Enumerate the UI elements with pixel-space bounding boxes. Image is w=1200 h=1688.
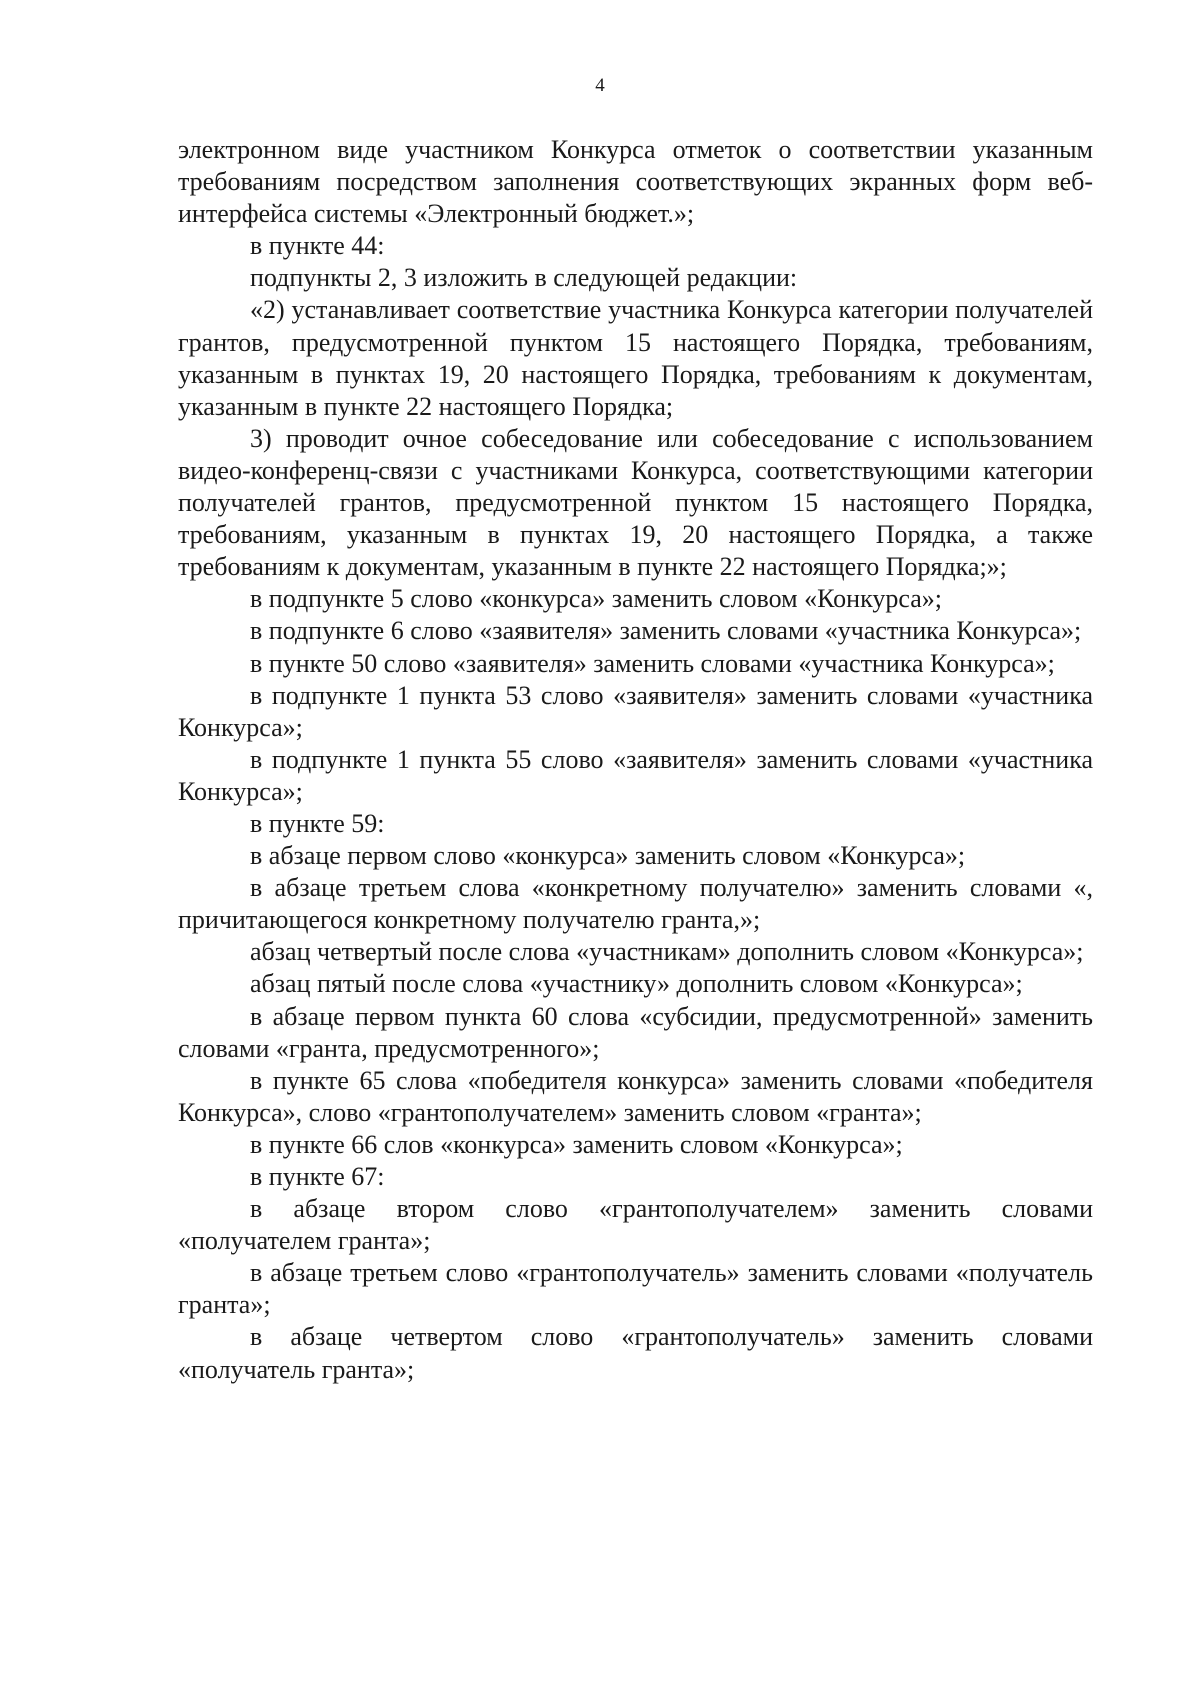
paragraph: подпункты 2, 3 изложить в следующей редакции:	[250, 263, 798, 293]
paragraph: в подпункте 5 слово «конкурса» заменить словом «Конкурса»;	[250, 584, 942, 614]
paragraph: электронном виде участником Конкурса отметок о соответствии указанным требованиям посредством заполнения соответствующих экранных форм веб-интерфейса системы «Электронный бюджет.»;	[178, 135, 1093, 229]
paragraph: в абзаце четвертом слово «грантополучатель» заменить словами «получатель гранта»;	[178, 1322, 1093, 1384]
paragraph: в подпункте 1 пункта 53 слово «заявителя» заменить словами «участника Конкурса»;	[178, 680, 1093, 742]
paragraph: в абзаце первом слово «конкурса» заменить словом «Конкурса»;	[250, 841, 966, 871]
paragraph: в пункте 66 слов «конкурса» заменить словом «Конкурса»;	[250, 1129, 903, 1159]
paragraph: в пункте 44:	[250, 231, 385, 261]
paragraph: в пункте 50 слово «заявителя» заменить словами «участника Конкурса»;	[250, 648, 1055, 678]
paragraph: 3) проводит очное собеседование или собеседование с использованием видео-конференц-связи с участниками Конкурса, соответствующими категории получателей грантов, предусмотренной пунктом 15 настоящего Порядка, требованиям, указанным в пунктах 19, 20 настоящего Порядка, а также требованиям к документам, указанным в пункте 22 настоящего Порядка;»;	[178, 423, 1093, 582]
paragraph: в пункте 67:	[250, 1162, 385, 1191]
paragraph: в абзаце втором слово «грантополучателем» заменить словами «получателем гранта»;	[178, 1194, 1093, 1256]
paragraph: в подпункте 1 пункта 55 слово «заявителя» заменить словами «участника Конкурса»;	[178, 744, 1093, 806]
paragraph: абзац четвертый после слова «участникам» дополнить словом «Конкурса»;	[250, 937, 1084, 967]
paragraph: в абзаце третьем слова «конкретному получателю» заменить словами «, причитающегося конкретному получателю гранта,»;	[178, 873, 1093, 935]
page-number: 4	[595, 75, 605, 96]
paragraph: в подпункте 6 слово «заявителя» заменить словами «участника Конкурса»;	[250, 616, 1082, 646]
paragraph: в абзаце первом пункта 60 слова «субсидии, предусмотренной» заменить словами «гранта, предусмотренного»;	[178, 1001, 1093, 1063]
document-body	[178, 134, 1093, 1386]
paragraph: «2) устанавливает соответствие участника Конкурса категории получателей грантов, предусмотренной пунктом 15 настоящего Порядка, требованиям, указанным в пунктах 19, 20 настоящего Порядка, требованиям к документам, указанным в пункте 22 настоящего Порядка;	[178, 295, 1093, 421]
paragraph: в пункте 65 слова «победителя конкурса» заменить словами «победителя Конкурса», слово «грантополучателем» заменить словом «гранта»;	[178, 1065, 1093, 1127]
paragraph: абзац пятый после слова «участнику» дополнить словом «Конкурса»;	[250, 969, 1023, 999]
paragraph: в пункте 59:	[250, 808, 385, 838]
paragraph: в абзаце третьем слово «грантополучатель» заменить словами «получатель гранта»;	[178, 1258, 1093, 1320]
